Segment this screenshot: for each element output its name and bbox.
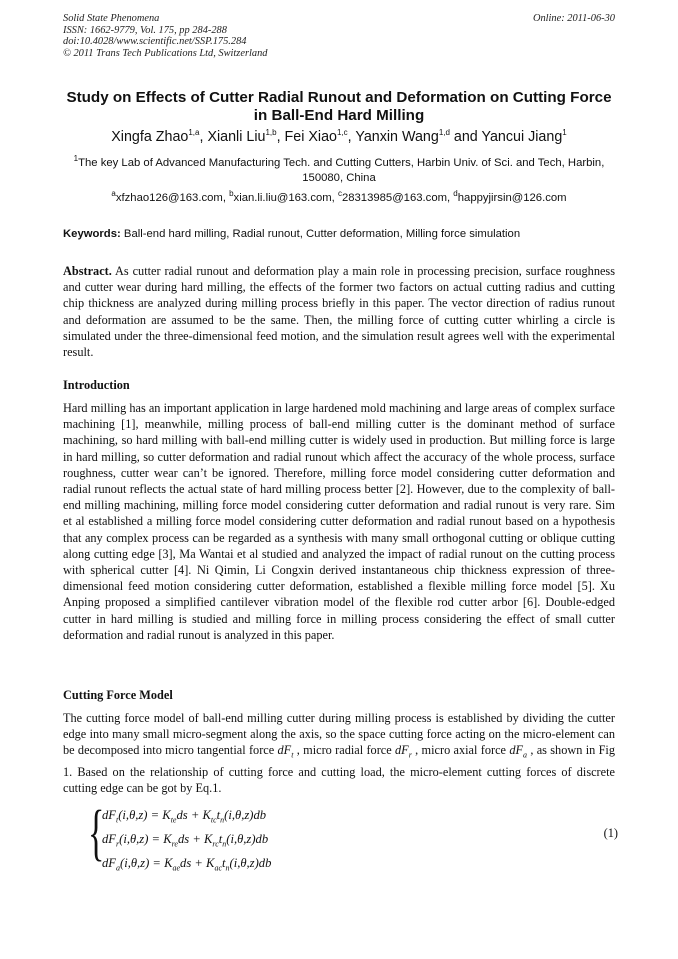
introduction-text: Hard milling has an important application in large hardened mold machining and large areas of complex surface machining [1], meanwhile, milling process of ball-end milling cutter is the dominant method of surface machining, so hard milling with ball-end milling cutter is widely used in production. But milling force is large in hard milling, so cutter deformation and radial runout which affect the accuracy of the whole process, surface roughness, cutter wear can’t be ignored. Therefore, milling force model considering cutter deformation and radial runout reflects the actual state of hard milling process better [2]. However, due to the complexity of ball-end milling machining, milling force model considering cutter deformation and radial runout is very rare. Sim et al established a milling force model considering cutter deformation and radial runout based on a hypothesis that any complex process can be regarded as a synthesis with many small orthogonal cutting or oblique cutting along cutting edge [3], Ma Wantai et al studied and analyzed the impact of radial runout on the cutting process with spherical cutter [4]. Ni Qimin, Li Congxin derived instantaneous chip thickness expression of three-dimensional feed motion considering cutter deformation, established a flexible milling force model [5]. Xu Anping proposed a simplified cantilever vibration model of the flexible rod cutter arbor [6]. Double-edged cutter in hard milling is studied and milling force in milling process considering the effect of small cutter deformation and radial runout is analyzed in this paper.: [63, 401, 615, 642]
eq-term: t: [222, 856, 226, 871]
author-separator: ,: [199, 129, 208, 145]
email-sup: b: [229, 189, 234, 199]
email-address[interactable]: xian.li.liu@163.com: [233, 192, 332, 204]
radial-force-symbol: [395, 743, 412, 760]
eq-sub: n: [225, 863, 230, 873]
paper-title: Study on Effects of Cutter Radial Runout and Deformation on Cutting Force in Ball-End Hard Milling: [66, 89, 612, 124]
eq-sub: re: [171, 839, 178, 849]
author-sup: 1,d: [438, 128, 450, 138]
eq-term: (i,θ,z) = K: [120, 856, 173, 871]
journal-issn: ISSN: 1662-9779, Vol. 175, pp 284-288: [63, 24, 227, 36]
eq-term: (i,θ,z)db: [224, 808, 267, 822]
affiliation-text: The key Lab of Advanced Manufacturing Tech. and Cutting Cutters, Harbin Univ. of Sci. and Tech, Harbin, 150080, China: [78, 157, 605, 184]
author-list: [40, 128, 638, 146]
author-name: Xianli Liu: [207, 129, 266, 145]
email-address[interactable]: xfzhao126@163.com: [115, 192, 223, 204]
equation-line-radial: [102, 830, 271, 854]
eq-term: ds + K: [177, 832, 213, 847]
email-address[interactable]: 28313985@163.com: [341, 192, 448, 204]
eq-term: dF: [102, 856, 116, 871]
equation-brace: {: [88, 799, 105, 867]
author-conjunction: and: [449, 129, 482, 145]
email-address[interactable]: happyjirsin@126.com: [457, 192, 567, 204]
introduction-heading: Introduction: [63, 378, 130, 392]
paragraph-text: , micro radial force: [293, 743, 396, 758]
eq-term: dF: [102, 832, 116, 847]
symbol-base: dF: [509, 743, 523, 758]
author-name: Fei Xiao: [284, 129, 337, 145]
author-sup: 1,b: [265, 128, 277, 138]
affiliation-sup: 1: [73, 154, 79, 164]
eq-term: t: [218, 832, 223, 847]
keywords: [63, 227, 623, 241]
equation-line-axial: [102, 854, 271, 878]
author-separator: ,: [276, 129, 285, 145]
author-sup: 1,a: [188, 128, 200, 138]
symbol-base: dF: [395, 743, 409, 758]
journal-copyright: © 2011 Trans Tech Publications Ltd, Switzerland: [63, 47, 268, 59]
eq-term: (i,θ,z) = K: [118, 808, 171, 822]
author-name: Yanxin Wang: [355, 129, 439, 145]
journal-header: [63, 13, 267, 59]
paragraph-text: , as shown in Fig 1. Based on the relationship of cutting force and cutting load, the micro-element cutting forces of discrete cutting edge can be got by Eq.1.: [63, 743, 615, 796]
abstract-text: As cutter radial runout and deformation play a main role in processing precision, surface roughness and cutter wear during hard milling, the effects of the former two factors on actual cutting radius and cutting chip thickness are analyzed during milling process briefly in this paper. The vector direction of radius runout and deformation are assumed to be the same. Then, the milling force of cutting cutter whirling a circle is simulated under the three-dimensional feed motion, and the simulation result agrees well with the experimental result.: [63, 264, 615, 360]
eq-sub: a: [116, 863, 120, 873]
symbol-base: dF: [277, 743, 292, 758]
paragraph-text: The cutting force model of ball-end milling cutter during milling process is established by dividing the cutter edge into many small micro-segment along the axis, so the space cutting force acting on the micro-element can be decomposed into micro tangential force: [63, 711, 615, 758]
author-name: Xingfa Zhao: [111, 129, 189, 145]
eq-term: (i,θ,z) = K: [119, 832, 172, 847]
eq-term: t: [216, 808, 221, 822]
affiliation: [60, 156, 618, 185]
abstract-label: Abstract.: [63, 264, 112, 278]
symbol-sub: t: [291, 750, 294, 760]
eq-sub: ae: [172, 863, 181, 873]
online-date: Online: 2011-06-30: [532, 13, 615, 24]
keywords-label: Keywords:: [63, 228, 121, 240]
symbol-sub: a: [523, 750, 527, 760]
paragraph-text: , micro axial force: [411, 743, 510, 758]
eq-term: (i,θ,z)db: [229, 856, 272, 871]
eq-term: ds + K: [180, 856, 215, 871]
email-sup: d: [453, 189, 458, 199]
eq-sub: n: [220, 815, 225, 825]
author-sup: 1,c: [337, 128, 348, 138]
email-list: $^a$xfzhao126@163.com, $^b$xian.li.liu@163.com, $^c$28313985@163.com, $^d$happyjirsin@126.com: [111, 189, 567, 204]
eq-sub: t: [116, 815, 119, 825]
email-sup: c: [337, 189, 342, 199]
symbol-sub: r: [408, 750, 412, 760]
abstract: [63, 263, 615, 360]
eq-term: (i,θ,z)db: [226, 832, 269, 847]
keywords-text: Ball-end hard milling, Radial runout, Cutter deformation, Milling force simulation: [120, 228, 521, 240]
equation-lines: [102, 806, 271, 878]
journal-name: Solid State Phenomena: [63, 13, 160, 24]
eq-sub: r: [116, 839, 120, 849]
eq-sub: te: [170, 815, 177, 825]
journal-doi[interactable]: doi:10.4028/www.scientific.net/SSP.175.284: [63, 36, 247, 48]
author-sup: 1: [562, 128, 567, 138]
eq-term: ds + K: [176, 808, 211, 822]
cutting-force-model-heading: Cutting Force Model: [63, 688, 173, 702]
eq-sub: tc: [210, 815, 217, 825]
equation-number: (1): [603, 826, 618, 840]
eq-sub: ac: [214, 863, 222, 873]
author-name: Yancui Jiang: [481, 129, 563, 145]
cutting-force-model-text: [63, 710, 615, 796]
equation-line-tangential: [102, 806, 271, 830]
eq-term: dF: [102, 808, 116, 822]
email-sup: a: [111, 189, 116, 199]
eq-sub: rc: [212, 839, 219, 849]
tangential-force-symbol: [277, 743, 294, 760]
eq-sub: n: [222, 839, 227, 849]
equation-1: [88, 799, 618, 873]
author-separator: ,: [347, 129, 356, 145]
axial-force-symbol: [509, 743, 527, 760]
